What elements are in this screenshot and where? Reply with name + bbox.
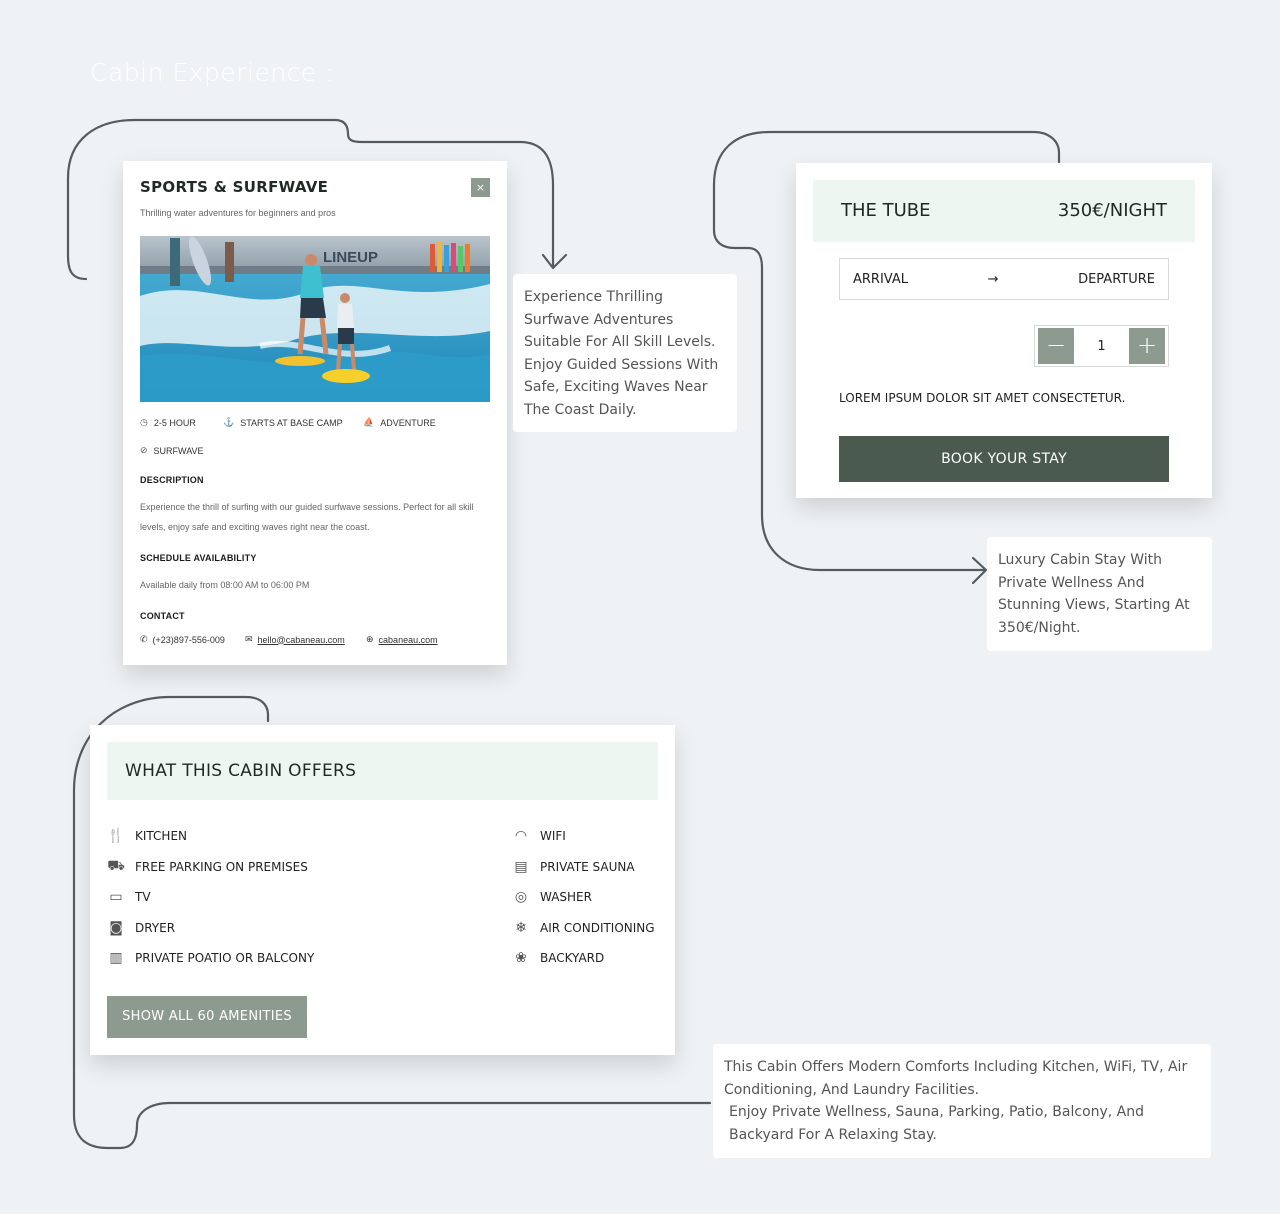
amenity-label: PRIVATE SAUNA xyxy=(540,860,635,874)
amenity-item xyxy=(107,857,308,877)
snowflake-icon: ❄ xyxy=(515,920,527,936)
book-stay-button[interactable]: BOOK YOUR STAY xyxy=(839,436,1169,482)
amenity-label: WIFI xyxy=(540,829,566,843)
start-label: STARTS AT BASE CAMP xyxy=(240,417,343,428)
booking-header xyxy=(813,180,1195,242)
category-label: ADVENTURE xyxy=(380,417,436,428)
duration-label: 2-5 HOUR xyxy=(153,417,196,428)
website-contact xyxy=(366,634,438,645)
amenity-label: WASHER xyxy=(540,890,592,904)
cabin-price: 350€/NIGHT xyxy=(1057,200,1167,221)
surf-note: Experience Thrilling Surfwave Adventures Suitable For All Skill Levels. Enjoy Guided Sessions With Safe, Exciting Waves Near The Coast Daily. xyxy=(513,274,737,432)
amenity-label: PRIVATE POATIO OR BALCONY xyxy=(135,951,315,965)
amenity-item xyxy=(107,887,151,907)
booking-card xyxy=(796,163,1212,498)
increment-button[interactable] xyxy=(1129,328,1165,364)
category-meta xyxy=(363,417,436,428)
guest-quantity-stepper xyxy=(1034,325,1169,367)
amenities-title: WHAT THIS CABIN OFFERS xyxy=(125,761,357,781)
quantity-value: 1 xyxy=(1097,338,1106,354)
amenity-item xyxy=(107,826,187,846)
lineup-sign: LINEUP xyxy=(323,249,379,266)
email-contact xyxy=(245,634,345,645)
start-meta xyxy=(223,417,343,428)
surfwave-photo-illustration xyxy=(140,236,490,402)
minus-icon: − xyxy=(1045,331,1067,359)
amenity-label: DRYER xyxy=(135,921,176,935)
surfwave-photo xyxy=(140,236,490,402)
tag-meta xyxy=(140,445,204,456)
amenities-header xyxy=(107,742,658,800)
car-icon: ⛟ xyxy=(107,858,125,874)
phone-number: (+23)897-556-009 xyxy=(152,634,225,645)
cabin-note-line-1: This Cabin Offers Modern Comforts Including Kitchen, WiFi, TV, Air Conditioning, And Laundry Facilities. xyxy=(724,1059,1188,1098)
dryer-icon: ◙ xyxy=(109,920,123,936)
balcony-icon: ▥ xyxy=(109,950,123,966)
sports-activity-card xyxy=(123,161,507,665)
tag-label: SURFWAVE xyxy=(153,445,204,456)
amenity-item xyxy=(512,918,655,938)
wifi-icon: ◠ xyxy=(514,828,528,844)
amenities-card xyxy=(90,725,675,1055)
activity-subtitle: Thrilling water adventures for beginners and pros xyxy=(140,208,336,218)
website-link[interactable]: cabaneau.com xyxy=(378,634,438,645)
close-icon: × xyxy=(475,181,486,194)
amenity-item xyxy=(512,857,635,877)
description-heading: DESCRIPTION xyxy=(140,475,204,485)
amenity-item xyxy=(512,948,604,968)
description-text: Experience the thrill of surfing with our guided surfwave sessions. Perfect for all skill levels, enjoy safe and exciting waves right near the coast. xyxy=(140,502,474,532)
cabin-name: THE TUBE xyxy=(841,200,931,221)
tube-note: Luxury Cabin Stay With Private Wellness And Stunning Views, Starting At 350€/Night. xyxy=(987,537,1212,651)
phone-contact[interactable] xyxy=(140,634,225,645)
arrow-right-icon: → xyxy=(987,271,999,287)
sauna-icon: ▤ xyxy=(514,859,528,875)
surfboard-icon: ⊘ xyxy=(140,445,148,455)
departure-field[interactable]: DEPARTURE xyxy=(1078,271,1155,287)
kitchen-icon: 🍴 xyxy=(107,828,125,844)
close-button[interactable] xyxy=(471,178,490,197)
email-link[interactable]: hello@cabaneau.com xyxy=(257,634,345,645)
globe-icon: ⊕ xyxy=(366,634,374,644)
arrival-field[interactable]: ARRIVAL xyxy=(853,271,908,287)
mail-icon: ✉ xyxy=(245,634,253,644)
date-range-picker xyxy=(839,258,1169,300)
schedule-heading: SCHEDULE AVAILABILITY xyxy=(140,553,257,563)
amenity-label: KITCHEN xyxy=(135,829,187,843)
tv-icon: ▭ xyxy=(109,889,123,905)
amenity-label: FREE PARKING ON PREMISES xyxy=(135,860,308,874)
amenity-label: TV xyxy=(135,890,151,904)
boat-icon: ⛵ xyxy=(363,417,375,427)
contact-heading: CONTACT xyxy=(140,611,185,621)
phone-icon: ✆ xyxy=(140,634,148,644)
booking-description: LOREM IPSUM DOLOR SIT AMET CONSECTETUR. xyxy=(839,391,1126,405)
schedule-text: Available daily from 08:00 AM to 06:00 PM xyxy=(140,580,310,590)
amenity-item xyxy=(512,826,566,846)
duration-meta xyxy=(140,417,196,428)
plus-icon: + xyxy=(1136,331,1158,359)
amenity-item xyxy=(512,887,592,907)
amenity-label: BACKYARD xyxy=(540,951,605,965)
anchor-icon: ⚓ xyxy=(223,417,235,427)
cabin-note xyxy=(713,1044,1211,1158)
page-title: Cabin Experience : xyxy=(90,58,335,87)
amenity-item xyxy=(107,948,314,968)
decrement-button[interactable] xyxy=(1038,328,1074,364)
activity-title: SPORTS & SURFWAVE xyxy=(140,178,329,196)
amenity-item xyxy=(107,918,175,938)
cabin-note-line-2: Enjoy Private Wellness, Sauna, Parking, Patio, Balcony, And Backyard For A Relaxing Stay. xyxy=(729,1104,1145,1143)
clock-icon: ◷ xyxy=(140,417,148,427)
show-all-amenities-button[interactable]: SHOW ALL 60 AMENITIES xyxy=(107,996,307,1038)
washer-icon: ◎ xyxy=(514,889,528,905)
lotus-icon: ❀ xyxy=(515,950,527,966)
amenity-label: AIR CONDITIONING xyxy=(540,921,655,935)
